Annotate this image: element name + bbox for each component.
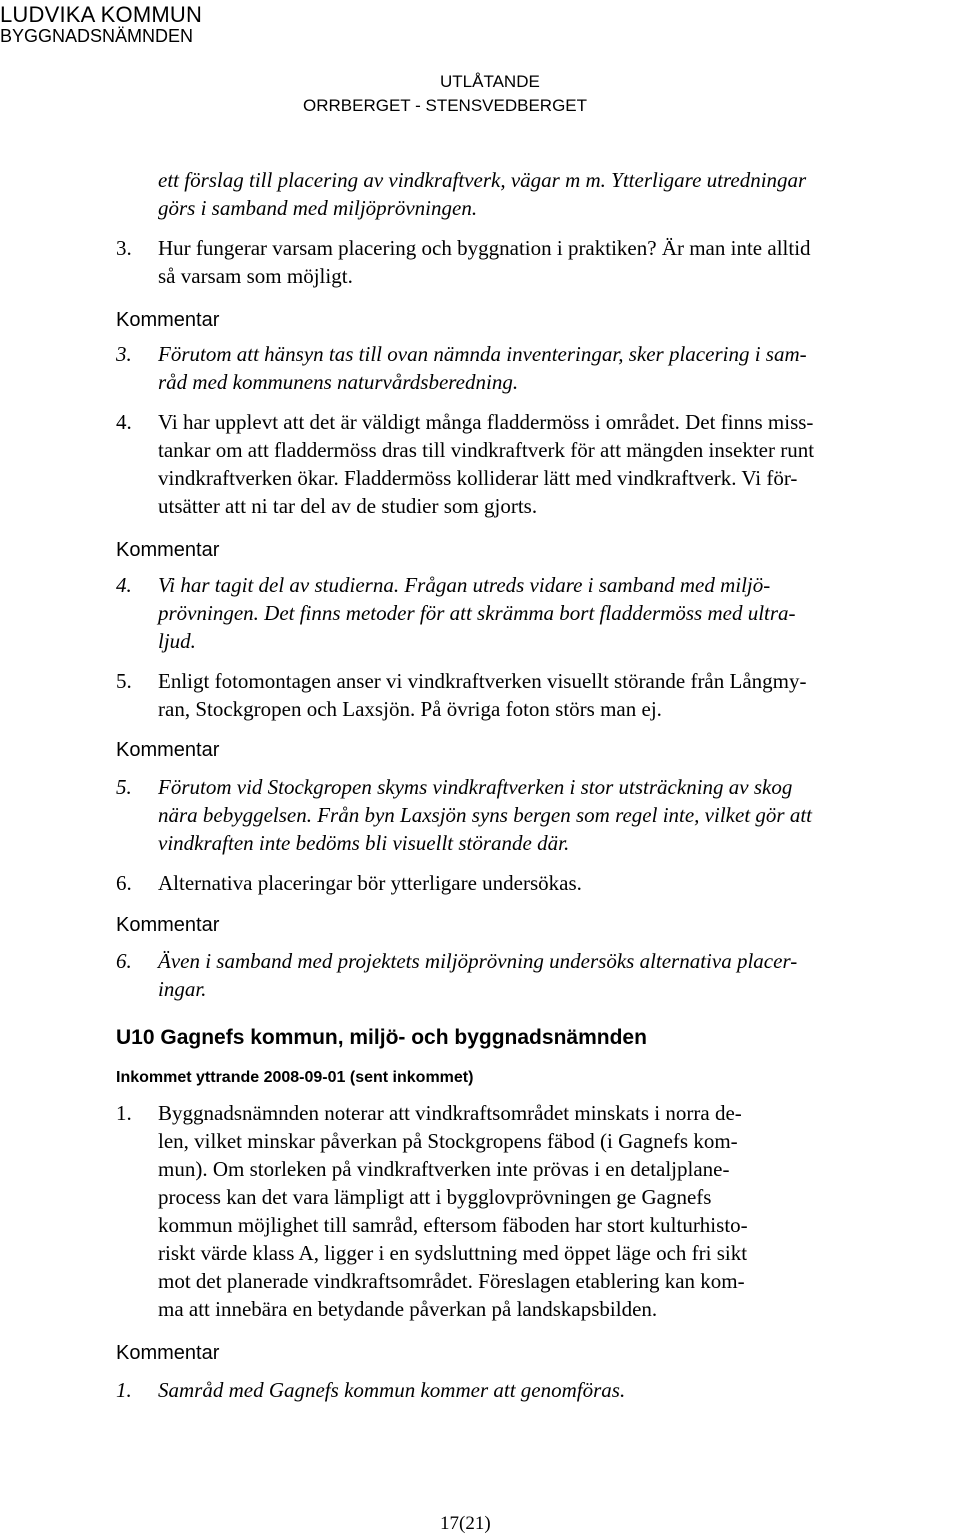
question-number: 6. [116,871,132,895]
question-line: så varsam som möjligt. [158,264,353,288]
section-subheading: Inkommet yttrande 2008-09-01 (sent inkommet) [116,1069,474,1086]
document-title: ORRBERGET - STENSVEDBERGET [303,96,588,115]
continued-reply-line: ett förslag till placering av vindkraftverk, vägar m m. Ytterligare utredningar [158,168,807,192]
continued-reply-line: görs i samband med miljöprövningen. [158,196,478,220]
reply-line: Samråd med Gagnefs kommun kommer att genomföras. [158,1378,626,1402]
question-line: kommun möjlighet till samråd, eftersom fäboden har stort kulturhisto- [158,1213,748,1237]
reply-line: ljud. [158,629,196,653]
question-line: len, vilket minskar påverkan på Stockgropens fäbod (i Gagnefs kom- [158,1129,738,1153]
question-line: utsätter att ni tar del av de studier som gjorts. [158,494,538,518]
question-line: ma att innebära en betydande påverkan på landskapsbilden. [158,1297,658,1321]
reply-line: prövningen. Det finns metoder för att skrämma bort fladdermöss med ultra- [158,601,796,625]
question-number: 3. [116,236,132,260]
question-line: ran, Stockgropen och Laxsjön. På övriga foton störs man ej. [158,697,662,721]
reply-line: råd med kommunens naturvårdsberedning. [158,370,519,394]
page-number: 17(21) [440,1513,491,1534]
reply-number: 6. [116,949,132,973]
reply-number: 1. [116,1378,132,1402]
reply-line: Förutom vid Stockgropen skyms vindkraftverken i stor utsträckning av skog [158,775,793,799]
question-line: Byggnadsnämnden noterar att vindkraftsområdet minskats i norra de- [158,1101,742,1125]
question-number: 1. [116,1101,132,1125]
reply-number: 5. [116,775,132,799]
reply-line: ingar. [158,977,207,1001]
comment-heading: Kommentar [116,309,220,331]
reply-line: nära bebyggelsen. Från byn Laxsjön syns bergen som regel inte, vilket gör att [158,803,812,827]
question-number: 5. [116,669,132,693]
question-number: 4. [116,410,132,434]
question-line: mot det planerade vindkraftsområdet. Föreslagen etablering kan kom- [158,1269,745,1293]
reply-line: Vi har tagit del av studierna. Frågan utreds vidare i samband med miljö- [158,573,771,597]
org-name: LUDVIKA KOMMUN [0,2,203,27]
reply-line: Förutom att hänsyn tas till ovan nämnda inventeringar, sker placering i sam- [158,342,807,366]
question-line: tankar om att fladdermöss dras till vindkraftverk för att mängden insekter runt [158,438,815,462]
reply-number: 4. [116,573,132,597]
reply-number: 3. [116,342,132,366]
department-name: BYGGNADSNÄMNDEN [0,26,194,46]
comment-heading: Kommentar [116,1342,220,1364]
question-line: Hur fungerar varsam placering och byggnation i praktiken? Är man inte alltid [158,236,811,260]
question-line: Enligt fotomontagen anser vi vindkraftverken visuellt störande från Långmy- [158,669,807,693]
comment-heading: Kommentar [116,914,220,936]
comment-heading: Kommentar [116,739,220,761]
question-line: process kan det vara lämpligt att i bygglovprövningen ge Gagnefs [158,1185,712,1209]
section-heading: U10 Gagnefs kommun, miljö- och byggnadsnämnden [116,1026,647,1049]
comment-heading: Kommentar [116,539,220,561]
reply-line: Även i samband med projektets miljöprövning undersöks alternativa placer- [158,949,798,973]
reply-line: vindkraften inte bedöms bli visuellt störande där. [158,831,570,855]
question-line: Alternativa placeringar bör ytterligare undersökas. [158,871,582,895]
question-line: Vi har upplevt att det är väldigt många fladdermöss i området. Det finns miss- [158,410,814,434]
document-type: UTLÅTANDE [440,72,540,91]
question-line: riskt värde klass A, ligger i en sydsluttning med öppet läge och fri sikt [158,1241,748,1265]
question-line: mun). Om storleken på vindkraftverken inte prövas i en detaljplane- [158,1157,730,1181]
question-line: vindkraftverken ökar. Fladdermöss kolliderar lätt med vindkraftverk. Vi för- [158,466,798,490]
